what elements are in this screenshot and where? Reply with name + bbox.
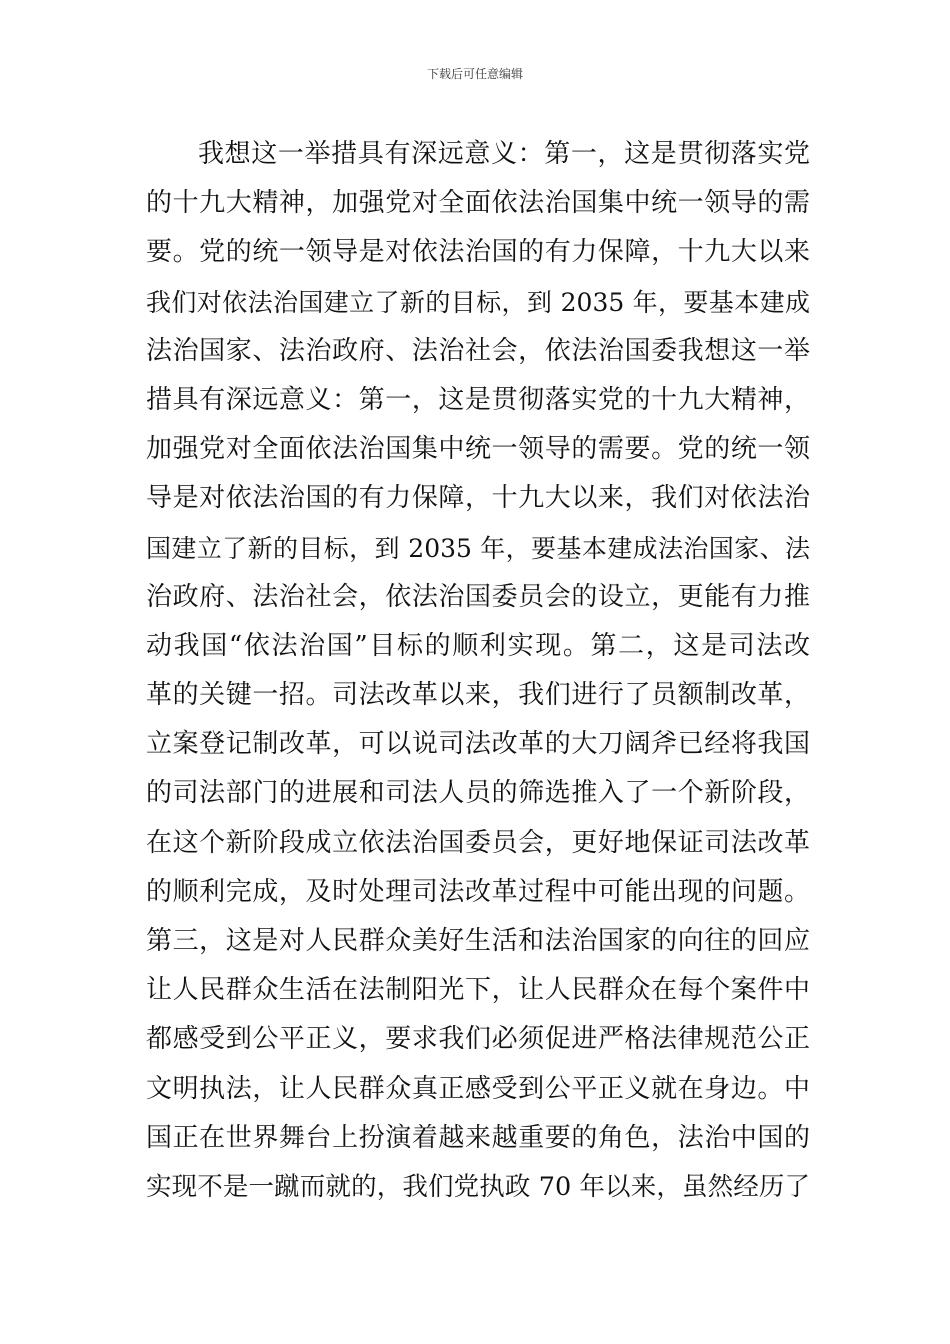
text-line: 导是对依法治国的有力保障，十九大以来，我们对依法治 — [146, 483, 810, 514]
text-line: 都感受到公平正义，要求我们必须促进严格法律规范公正 — [146, 1024, 810, 1055]
text-line: 立案登记制改革，可以说司法改革的大刀阔斧已经将我国 — [146, 729, 810, 760]
text-line: 法治国家、法治政府、法治社会，依法治国委我想这一举 — [146, 335, 810, 366]
text-line: 加强党对全面依法治国集中统一领导的需要。党的统一领 — [146, 434, 810, 465]
page-header: 下载后可任意编辑 — [426, 67, 523, 81]
text-line: 的顺利完成，及时处理司法改革过程中可能出现的问题。 — [146, 876, 810, 907]
text-line: 第三，这是对人民群众美好生活和法治国家的向往的回应 — [146, 926, 810, 956]
body-paragraph — [146, 130, 810, 1212]
text-line: 要。党的统一领导是对依法治国的有力保障，十九大以来 — [146, 237, 810, 268]
text-line: 的司法部门的进展和司法人员的筛选推入了一个新阶段， — [146, 778, 810, 809]
text-line: 治政府、法治社会，依法治国委员会的设立，更能有力推 — [146, 581, 810, 612]
text-line: 革的关键一招。司法改革以来，我们进行了员额制改革， — [146, 680, 810, 711]
text-line: 国建立了新的目标，到 2035 年，要基本建成法治国家、法 — [146, 533, 810, 563]
text-line: 动我国“依法治国”目标的顺利实现。第二，这是司法改 — [146, 630, 810, 661]
text-line: 措具有深远意义：第一，这是贯彻落实党的十九大精神， — [146, 384, 810, 415]
text-line: 国正在世界舞台上扮演着越来越重要的角色，法治中国的 — [146, 1122, 810, 1153]
text-line: 的十九大精神，加强党对全面依法治国集中统一领导的需 — [146, 188, 810, 219]
text-line: 我想这一举措具有深远意义：第一，这是贯彻落实党 — [198, 139, 810, 169]
text-line: 实现不是一蹴而就的，我们党执政 70 年以来，虽然经历了 — [146, 1171, 810, 1202]
text-line: 文明执法，让人民群众真正感受到公平正义就在身边。中 — [146, 1073, 810, 1104]
text-line: 我们对依法治国建立了新的目标，到 2035 年，要基本建成 — [146, 287, 810, 317]
text-line: 在这个新阶段成立依法治国委员会，更好地保证司法改革 — [146, 827, 810, 858]
text-line: 让人民群众生活在法制阳光下，让人民群众在每个案件中 — [146, 975, 810, 1006]
